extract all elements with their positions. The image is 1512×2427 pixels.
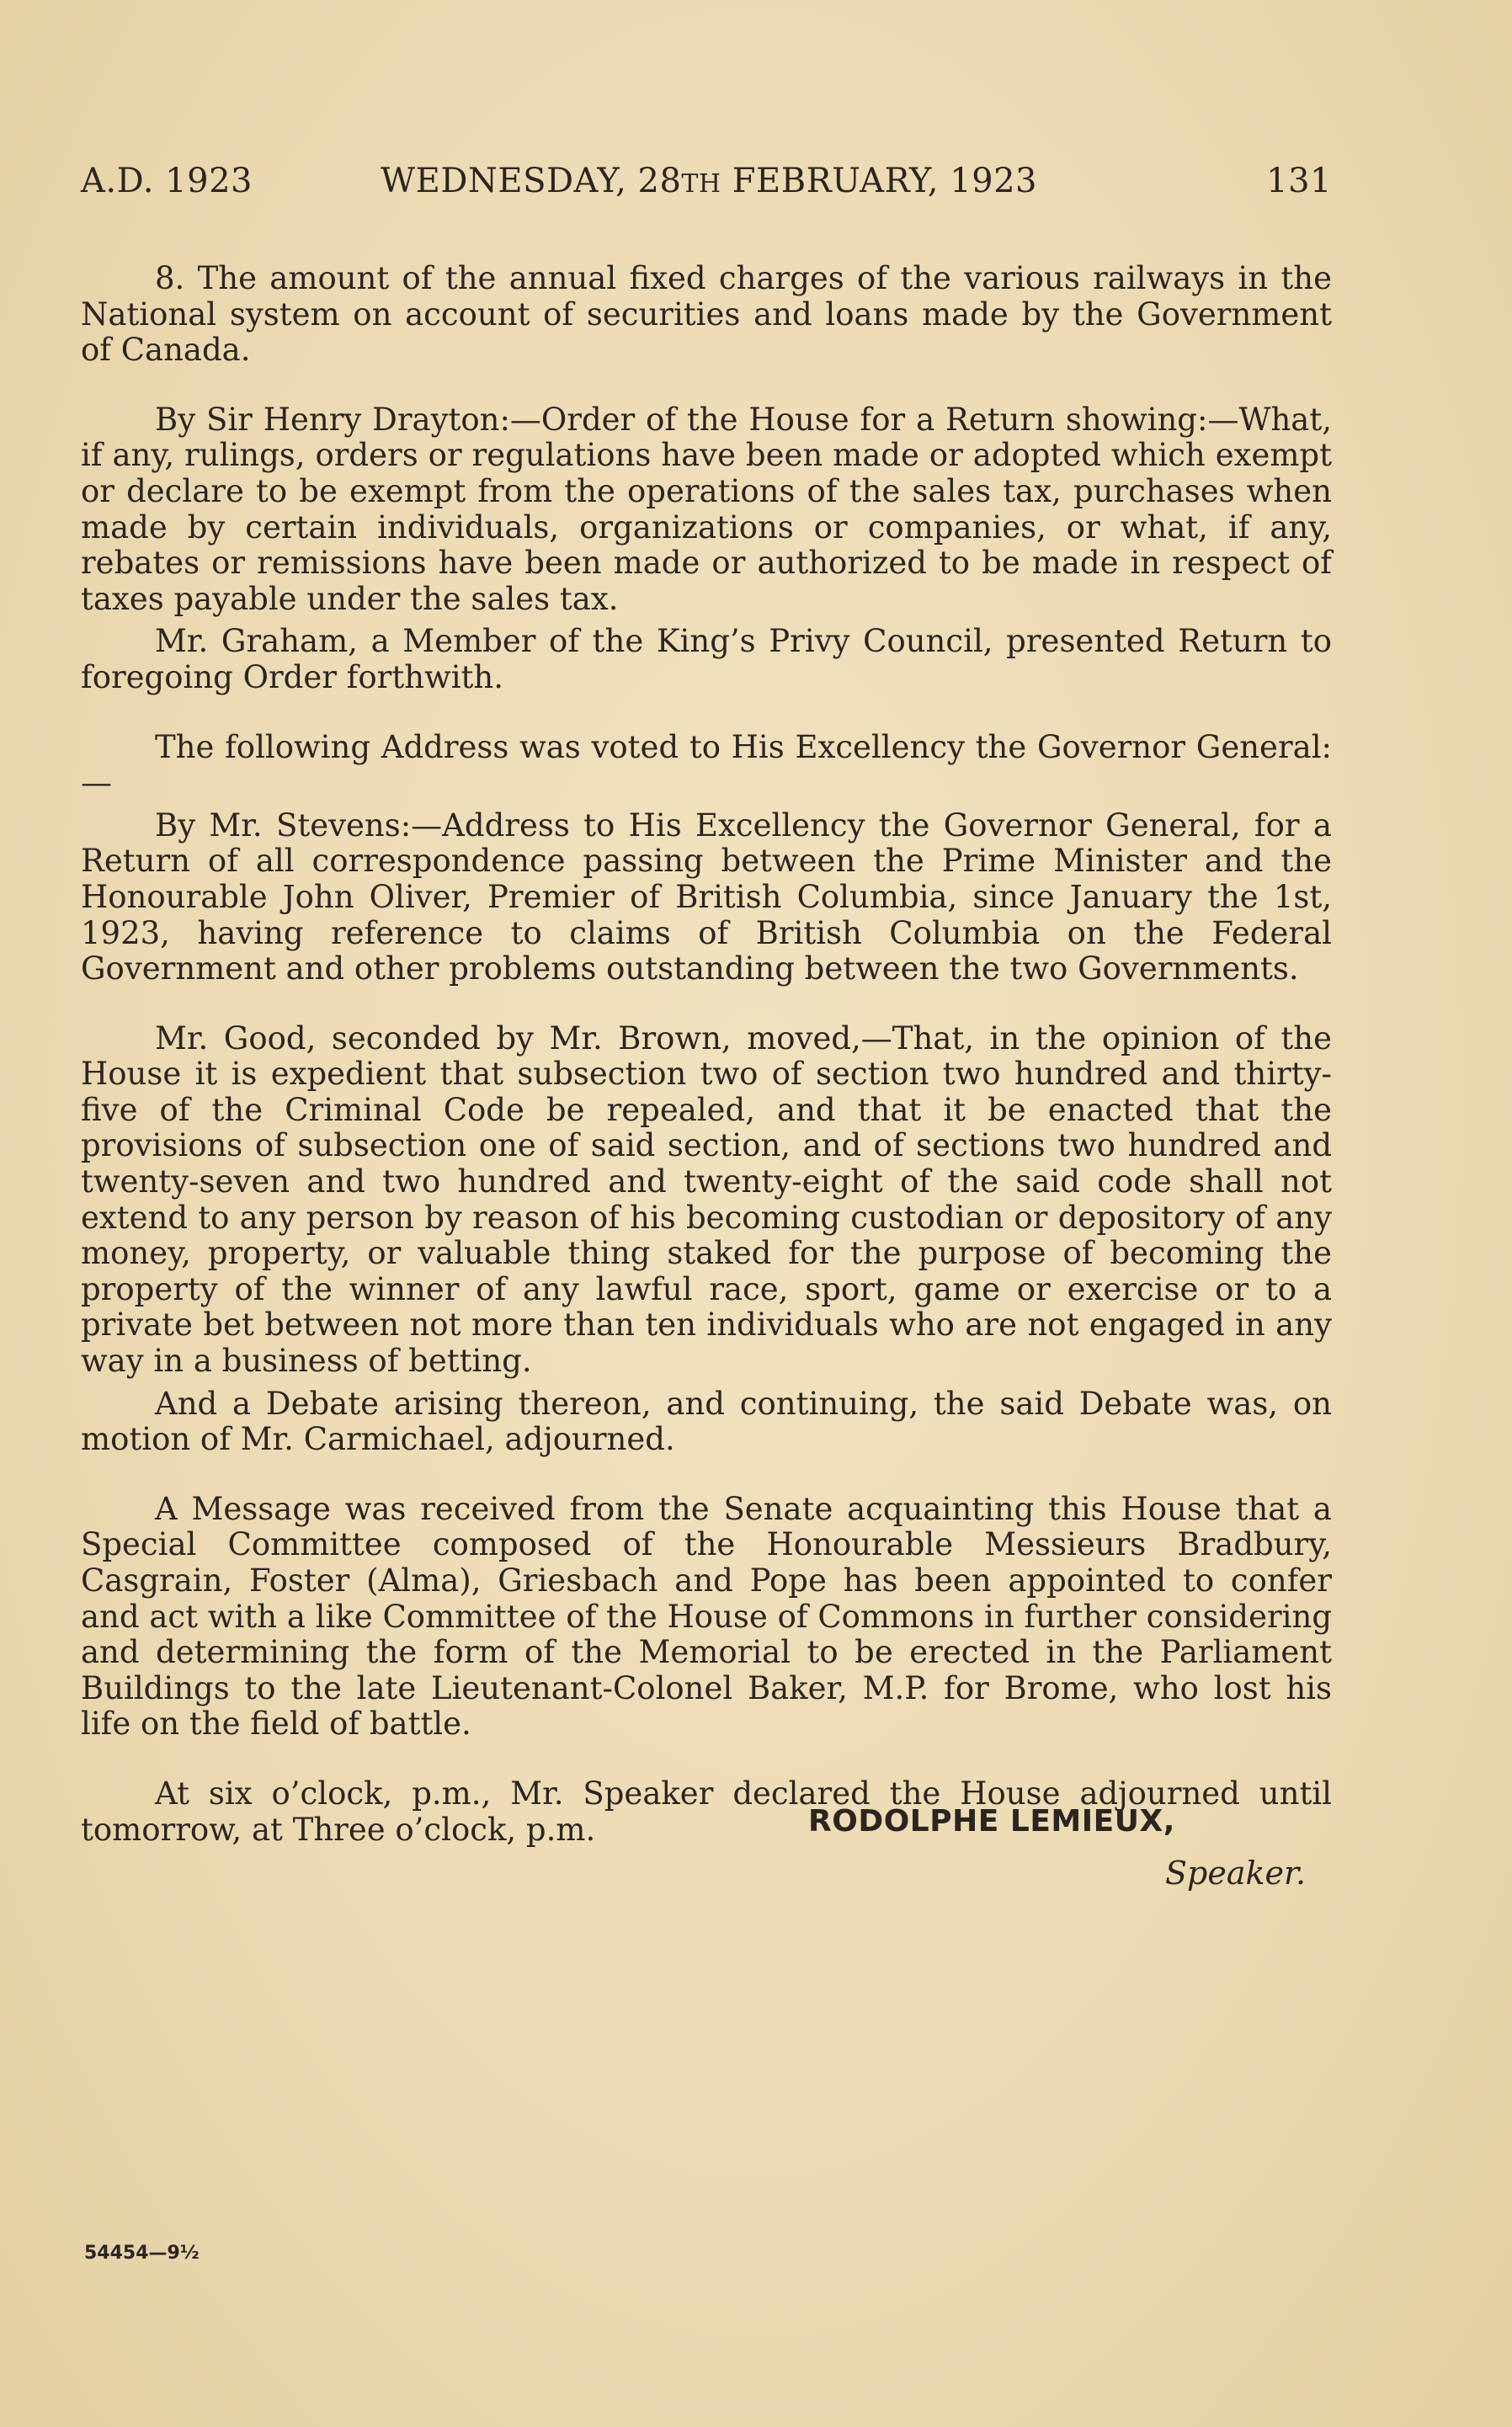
paragraph-drayton-order: By Sir Henry Drayton:—Order of the House for a Return showing:—What, if any, rulings, orders or regulations have been made or adopted which exempt or declare to be exempt from the operations of the sales tax, purchases when made by certain individuals, organizations or companies, or what, if any, rebates or remissions have been made or authorized to be made in respect of taxes payable under the sales tax.: [81, 401, 1332, 617]
paragraph-house-adjourned: At six o’clock, p.m., Mr. Speaker declared the House adjourned until tomorrow, at Three o’clock, p.m.: [81, 1775, 1332, 1848]
paragraph-good-motion: Mr. Good, seconded by Mr. Brown, moved,—That, in the opinion of the House it is expedient that subsection two of section two hundred and thirty-five of the Criminal Code be repealed, and that it be enacted that the provisions of subsection one of said section, and of sections two hundred and twenty-seven and two hundred and twenty-eight of the said code shall not extend to any person by reason of his becoming custodian or depository of any money, property, or valuable thing staked for the purpose of becoming the property of the winner of any lawful race, sport, game or exercise or to a private bet between not more than ten individuals who are not engaged in any way in a business of betting.: [81, 1019, 1332, 1380]
header-date-day: WEDNESDAY, 28: [381, 162, 682, 200]
signature-name: RODOLPHE LEMIEUX,: [808, 1804, 1175, 1839]
paragraph-debate-adjourned: And a Debate arising thereon, and continuing, the said Debate was, on motion of Mr. Carmichael, adjourned.: [81, 1385, 1332, 1458]
header-year: A.D. 1923: [81, 162, 253, 200]
signature-title: Speaker.: [1165, 1855, 1307, 1892]
header-date: [381, 162, 1037, 200]
paragraph-address-intro: The following Address was voted to His Excellency the Governor General:—: [81, 728, 1332, 801]
document-body: [81, 261, 1332, 1848]
paragraph-senate-message: A Message was received from the Senate acquainting this House that a Special Committee composed of the Honourable Messieurs Bradbury, Casgrain, Foster (Alma), Griesbach and Pope has been appointed to confer and act with a like Committee of the House of Commons in further considering and determining the form of the Memorial to be erected in the Parliament Buildings to the late Lieutenant-Colonel Baker, M.P. for Brome, who lost his life on the field of battle.: [81, 1490, 1332, 1743]
paragraph-stevens-address: By Mr. Stevens:—Address to His Excellency the Governor General, for a Return of all correspondence passing between the Prime Minister and the Honourable John Oliver, Premier of British Columbia, since January the 1st, 1923, having reference to claims of British Columbia on the Federal Government and other problems outstanding between the two Governments.: [81, 806, 1332, 987]
paragraph-item-8: 8. The amount of the annual fixed charges of the various railways in the National system on account of securities and loans made by the Government of Canada.: [81, 260, 1332, 369]
footer-print-code: 54454—9½: [84, 2243, 200, 2264]
header-date-rest: FEBRUARY, 1923: [721, 162, 1037, 200]
header-date-suffix: TH: [681, 169, 721, 199]
page-number: 131: [1266, 162, 1332, 200]
paragraph-graham-return: Mr. Graham, a Member of the King’s Privy Council, presented Return to foregoing Order forthwith.: [81, 623, 1332, 695]
page-header: [81, 162, 1332, 212]
